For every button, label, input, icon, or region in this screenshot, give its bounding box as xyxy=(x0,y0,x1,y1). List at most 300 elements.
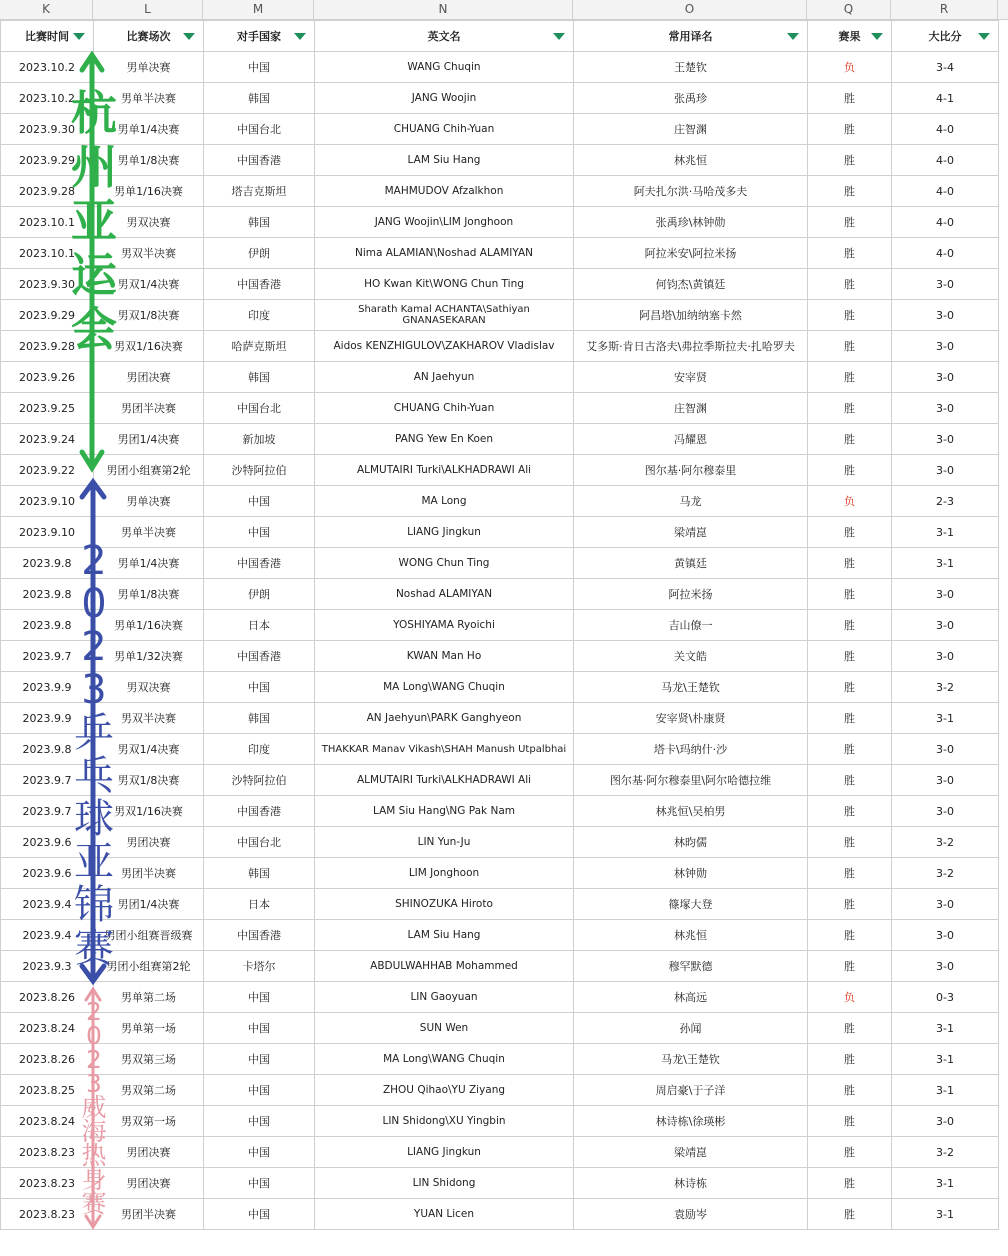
column-letter-l[interactable]: L xyxy=(93,0,203,19)
score-cell[interactable]: 0-3 xyxy=(892,982,999,1013)
chinese-name-cell[interactable]: 阿夫扎尔洪·马哈茂多夫 xyxy=(574,176,808,207)
score-cell[interactable]: 3-0 xyxy=(892,734,999,765)
score-cell[interactable]: 3-1 xyxy=(892,1199,999,1230)
header-label: 大比分 xyxy=(928,30,962,43)
score-cell[interactable]: 3-0 xyxy=(892,455,999,486)
table-row xyxy=(1,827,999,858)
date-cell[interactable]: 2023.8.23 xyxy=(1,1137,94,1168)
opponent-country-cell[interactable]: 中国台北 xyxy=(204,393,315,424)
round-cell[interactable]: 男单1/4决赛 xyxy=(94,114,204,145)
opponent-country-cell[interactable]: 中国 xyxy=(204,486,315,517)
chinese-name-cell[interactable]: 林高远 xyxy=(574,982,808,1013)
opponent-country-cell[interactable]: 中国香港 xyxy=(204,548,315,579)
result-cell[interactable]: 胜 xyxy=(808,579,892,610)
filter-dropdown-icon[interactable] xyxy=(549,28,569,44)
opponent-country-cell[interactable]: 沙特阿拉伯 xyxy=(204,765,315,796)
result-cell[interactable]: 胜 xyxy=(808,83,892,114)
score-cell[interactable]: 3-0 xyxy=(892,579,999,610)
round-cell[interactable]: 男双第三场 xyxy=(94,1044,204,1075)
round-cell[interactable]: 男双1/4决赛 xyxy=(94,269,204,300)
date-cell[interactable]: 2023.9.10 xyxy=(1,486,94,517)
score-cell[interactable]: 3-0 xyxy=(892,424,999,455)
score-cell[interactable]: 3-0 xyxy=(892,362,999,393)
english-name-cell[interactable]: ALMUTAIRI Turki\ALKHADRAWI Ali xyxy=(315,455,574,486)
result-cell[interactable]: 胜 xyxy=(808,176,892,207)
result-cell[interactable]: 胜 xyxy=(808,393,892,424)
chinese-name-cell[interactable]: 黄镇廷 xyxy=(574,548,808,579)
result-cell[interactable]: 胜 xyxy=(808,734,892,765)
score-cell[interactable]: 3-0 xyxy=(892,951,999,982)
result-cell[interactable]: 胜 xyxy=(808,1013,892,1044)
round-cell[interactable]: 男团小组赛第2轮 xyxy=(94,455,204,486)
table-row xyxy=(1,331,999,362)
chinese-name-cell[interactable]: 袁励岑 xyxy=(574,1199,808,1230)
chinese-name-cell[interactable]: 庄智渊 xyxy=(574,114,808,145)
opponent-country-cell[interactable]: 中国 xyxy=(204,1168,315,1199)
score-cell[interactable]: 3-2 xyxy=(892,858,999,889)
chinese-name-cell[interactable]: 阿昌塔\加纳纳塞卡然 xyxy=(574,300,808,331)
opponent-country-cell[interactable]: 伊朗 xyxy=(204,238,315,269)
english-name-cell[interactable]: CHUANG Chih-Yuan xyxy=(315,114,574,145)
chinese-name-cell[interactable]: 林兆恒\吴柏男 xyxy=(574,796,808,827)
english-name-cell[interactable]: HO Kwan Kit\WONG Chun Ting xyxy=(315,269,574,300)
score-cell[interactable]: 3-0 xyxy=(892,796,999,827)
score-cell[interactable]: 2-3 xyxy=(892,486,999,517)
opponent-country-cell[interactable]: 韩国 xyxy=(204,362,315,393)
date-cell[interactable]: 2023.8.24 xyxy=(1,1106,94,1137)
english-name-cell[interactable]: LAM Siu Hang xyxy=(315,145,574,176)
date-cell[interactable]: 2023.9.4 xyxy=(1,920,94,951)
date-cell[interactable]: 2023.9.3 xyxy=(1,951,94,982)
chinese-name-cell[interactable]: 马龙\王楚钦 xyxy=(574,672,808,703)
chinese-name-cell[interactable]: 阿拉米安\阿拉米扬 xyxy=(574,238,808,269)
score-cell[interactable]: 3-1 xyxy=(892,548,999,579)
result-cell[interactable]: 胜 xyxy=(808,1075,892,1106)
result-cell[interactable]: 负 xyxy=(808,982,892,1013)
score-cell[interactable]: 3-2 xyxy=(892,827,999,858)
result-cell[interactable]: 胜 xyxy=(808,300,892,331)
english-name-cell[interactable]: MA Long\WANG Chuqin xyxy=(315,672,574,703)
opponent-country-cell[interactable]: 中国 xyxy=(204,517,315,548)
date-cell[interactable]: 2023.9.9 xyxy=(1,703,94,734)
english-name-cell[interactable]: JANG Woojin xyxy=(315,83,574,114)
round-cell[interactable]: 男团1/4决赛 xyxy=(94,889,204,920)
score-cell[interactable]: 3-0 xyxy=(892,889,999,920)
opponent-country-cell[interactable]: 韩国 xyxy=(204,83,315,114)
filter-dropdown-icon[interactable] xyxy=(290,28,310,44)
english-name-cell[interactable]: ALMUTAIRI Turki\ALKHADRAWI Ali xyxy=(315,765,574,796)
chinese-name-cell[interactable]: 林兆恒 xyxy=(574,920,808,951)
result-cell[interactable]: 负 xyxy=(808,486,892,517)
table-row xyxy=(1,207,999,238)
round-cell[interactable]: 男团决赛 xyxy=(94,827,204,858)
table-row xyxy=(1,796,999,827)
filter-dropdown-icon[interactable] xyxy=(783,28,803,44)
date-cell[interactable]: 2023.8.23 xyxy=(1,1168,94,1199)
score-cell[interactable]: 3-0 xyxy=(892,393,999,424)
table-row xyxy=(1,765,999,796)
round-cell[interactable]: 男双半决赛 xyxy=(94,238,204,269)
filter-dropdown-icon[interactable] xyxy=(974,28,994,44)
english-name-cell[interactable]: KWAN Man Ho xyxy=(315,641,574,672)
english-name-cell[interactable]: LIANG Jingkun xyxy=(315,517,574,548)
result-cell[interactable]: 胜 xyxy=(808,920,892,951)
opponent-country-cell[interactable]: 印度 xyxy=(204,734,315,765)
english-name-cell[interactable]: Nima ALAMIAN\Noshad ALAMIYAN xyxy=(315,238,574,269)
chinese-name-cell[interactable]: 张禹珍 xyxy=(574,83,808,114)
english-name-cell[interactable]: LIN Shidong\XU Yingbin xyxy=(315,1106,574,1137)
english-name-cell[interactable]: Sharath Kamal ACHANTA\Sathiyan GNANASEKARAN xyxy=(315,300,574,331)
date-cell[interactable]: 2023.9.26 xyxy=(1,362,94,393)
opponent-country-cell[interactable]: 沙特阿拉伯 xyxy=(204,455,315,486)
opponent-country-cell[interactable]: 中国香港 xyxy=(204,641,315,672)
round-cell[interactable]: 男双决赛 xyxy=(94,207,204,238)
english-name-cell[interactable]: PANG Yew En Koen xyxy=(315,424,574,455)
score-cell[interactable]: 3-1 xyxy=(892,703,999,734)
score-cell[interactable]: 4-1 xyxy=(892,83,999,114)
column-letter-r[interactable]: R xyxy=(891,0,998,19)
chinese-name-cell[interactable]: 梁靖崑 xyxy=(574,1137,808,1168)
result-cell[interactable]: 胜 xyxy=(808,455,892,486)
english-name-cell[interactable]: LIN Yun-Ju xyxy=(315,827,574,858)
date-cell[interactable]: 2023.9.30 xyxy=(1,269,94,300)
chinese-name-cell[interactable]: 马龙 xyxy=(574,486,808,517)
result-cell[interactable]: 胜 xyxy=(808,207,892,238)
english-name-cell[interactable]: SHINOZUKA Hiroto xyxy=(315,889,574,920)
result-cell[interactable]: 胜 xyxy=(808,331,892,362)
result-cell[interactable]: 胜 xyxy=(808,269,892,300)
opponent-country-cell[interactable]: 中国 xyxy=(204,672,315,703)
result-cell[interactable]: 负 xyxy=(808,52,892,83)
result-cell[interactable]: 胜 xyxy=(808,1168,892,1199)
header-row xyxy=(1,21,999,52)
score-cell[interactable]: 3-4 xyxy=(892,52,999,83)
date-cell[interactable]: 2023.9.10 xyxy=(1,517,94,548)
date-cell[interactable]: 2023.10.1 xyxy=(1,238,94,269)
english-name-cell[interactable]: LIN Shidong xyxy=(315,1168,574,1199)
english-name-cell[interactable]: WANG Chuqin xyxy=(315,52,574,83)
round-cell[interactable]: 男单1/8决赛 xyxy=(94,145,204,176)
opponent-country-cell[interactable]: 韩国 xyxy=(204,703,315,734)
score-cell[interactable]: 4-0 xyxy=(892,176,999,207)
annotation-asian-championships: 2 0 2 3 乒 乓 球 亚 锦 赛 xyxy=(74,538,114,971)
english-name-cell[interactable]: THAKKAR Manav Vikash\SHAH Manush Utpalbhai xyxy=(315,734,574,765)
header-label: 对手国家 xyxy=(237,30,281,43)
result-cell[interactable]: 胜 xyxy=(808,672,892,703)
date-cell[interactable]: 2023.10.2 xyxy=(1,83,94,114)
opponent-country-cell[interactable]: 中国台北 xyxy=(204,114,315,145)
date-cell[interactable]: 2023.9.30 xyxy=(1,114,94,145)
round-cell[interactable]: 男双第二场 xyxy=(94,1075,204,1106)
chinese-name-cell[interactable]: 马龙\王楚钦 xyxy=(574,1044,808,1075)
opponent-country-cell[interactable]: 韩国 xyxy=(204,207,315,238)
score-cell[interactable]: 3-1 xyxy=(892,517,999,548)
opponent-country-cell[interactable]: 中国香港 xyxy=(204,145,315,176)
table-row xyxy=(1,238,999,269)
english-name-cell[interactable]: MA Long\WANG Chuqin xyxy=(315,1044,574,1075)
result-cell[interactable]: 胜 xyxy=(808,703,892,734)
english-name-cell[interactable]: AN Jaehyun xyxy=(315,362,574,393)
opponent-country-cell[interactable]: 印度 xyxy=(204,300,315,331)
round-cell[interactable]: 男双1/4决赛 xyxy=(94,734,204,765)
english-name-cell[interactable]: LAM Siu Hang xyxy=(315,920,574,951)
round-cell[interactable]: 男单第一场 xyxy=(94,1013,204,1044)
filter-dropdown-icon[interactable] xyxy=(69,28,89,44)
round-cell[interactable]: 男双决赛 xyxy=(94,672,204,703)
chinese-name-cell[interactable]: 周启豪\于子洋 xyxy=(574,1075,808,1106)
date-cell[interactable]: 2023.9.29 xyxy=(1,145,94,176)
round-cell[interactable]: 男团半决赛 xyxy=(94,393,204,424)
chinese-name-cell[interactable]: 林兆恒 xyxy=(574,145,808,176)
chinese-name-cell[interactable]: 安宰贤 xyxy=(574,362,808,393)
result-cell[interactable]: 胜 xyxy=(808,548,892,579)
english-name-cell[interactable]: CHUANG Chih-Yuan xyxy=(315,393,574,424)
date-cell[interactable]: 2023.9.7 xyxy=(1,765,94,796)
result-cell[interactable]: 胜 xyxy=(808,858,892,889)
round-cell[interactable]: 男单半决赛 xyxy=(94,83,204,114)
english-name-cell[interactable]: ZHOU Qihao\YU Ziyang xyxy=(315,1075,574,1106)
result-cell[interactable]: 胜 xyxy=(808,610,892,641)
round-cell[interactable]: 男单半决赛 xyxy=(94,517,204,548)
score-cell[interactable]: 3-1 xyxy=(892,1013,999,1044)
header-label: 英文名 xyxy=(427,30,461,43)
opponent-country-cell[interactable]: 中国香港 xyxy=(204,796,315,827)
date-cell[interactable]: 2023.8.26 xyxy=(1,1044,94,1075)
opponent-country-cell[interactable]: 中国台北 xyxy=(204,827,315,858)
score-cell[interactable]: 4-0 xyxy=(892,238,999,269)
round-cell[interactable]: 男双1/8决赛 xyxy=(94,300,204,331)
opponent-country-cell[interactable]: 伊朗 xyxy=(204,579,315,610)
chinese-name-cell[interactable]: 艾多斯·肯日古洛夫\弗拉季斯拉夫·扎哈罗夫 xyxy=(574,331,808,362)
filter-dropdown-icon[interactable] xyxy=(867,28,887,44)
score-cell[interactable]: 3-1 xyxy=(892,1168,999,1199)
round-cell[interactable]: 男单1/32决赛 xyxy=(94,641,204,672)
header-cell xyxy=(204,21,315,52)
chinese-name-cell[interactable]: 张禹珍\林钟勋 xyxy=(574,207,808,238)
date-cell[interactable]: 2023.9.9 xyxy=(1,672,94,703)
round-cell[interactable]: 男单第二场 xyxy=(94,982,204,1013)
date-cell[interactable]: 2023.9.4 xyxy=(1,889,94,920)
score-cell[interactable]: 3-0 xyxy=(892,765,999,796)
date-cell[interactable]: 2023.9.25 xyxy=(1,393,94,424)
column-letter-o[interactable]: O xyxy=(573,0,807,19)
result-cell[interactable]: 胜 xyxy=(808,114,892,145)
chinese-name-cell[interactable]: 梁靖崑 xyxy=(574,517,808,548)
date-cell[interactable]: 2023.8.23 xyxy=(1,1199,94,1230)
chinese-name-cell[interactable]: 关文皓 xyxy=(574,641,808,672)
english-name-cell[interactable]: YOSHIYAMA Ryoichi xyxy=(315,610,574,641)
table-row xyxy=(1,734,999,765)
opponent-country-cell[interactable]: 中国香港 xyxy=(204,269,315,300)
chinese-name-cell[interactable]: 阿拉米扬 xyxy=(574,579,808,610)
score-cell[interactable]: 3-0 xyxy=(892,300,999,331)
column-letter-m[interactable]: M xyxy=(203,0,314,19)
date-cell[interactable]: 2023.9.8 xyxy=(1,579,94,610)
date-cell[interactable]: 2023.8.25 xyxy=(1,1075,94,1106)
chinese-name-cell[interactable]: 林诗栋 xyxy=(574,1168,808,1199)
opponent-country-cell[interactable]: 日本 xyxy=(204,610,315,641)
english-name-cell[interactable]: LIN Gaoyuan xyxy=(315,982,574,1013)
date-cell[interactable]: 2023.9.28 xyxy=(1,176,94,207)
score-cell[interactable]: 3-1 xyxy=(892,1044,999,1075)
chinese-name-cell[interactable]: 冯耀恩 xyxy=(574,424,808,455)
round-cell[interactable]: 男团决赛 xyxy=(94,1168,204,1199)
result-cell[interactable]: 胜 xyxy=(808,1044,892,1075)
english-name-cell[interactable]: LIANG Jingkun xyxy=(315,1137,574,1168)
chinese-name-cell[interactable]: 吉山僚一 xyxy=(574,610,808,641)
score-cell[interactable]: 3-0 xyxy=(892,641,999,672)
match-table xyxy=(0,20,999,1230)
opponent-country-cell[interactable]: 中国 xyxy=(204,1106,315,1137)
opponent-country-cell[interactable]: 中国 xyxy=(204,1137,315,1168)
chinese-name-cell[interactable]: 何钧杰\黄镇廷 xyxy=(574,269,808,300)
chinese-name-cell[interactable]: 图尔基·阿尔穆泰里 xyxy=(574,455,808,486)
date-cell[interactable]: 2023.9.7 xyxy=(1,796,94,827)
english-name-cell[interactable]: LAM Siu Hang\NG Pak Nam xyxy=(315,796,574,827)
opponent-country-cell[interactable]: 哈萨克斯坦 xyxy=(204,331,315,362)
round-cell[interactable]: 男单1/16决赛 xyxy=(94,176,204,207)
round-cell[interactable]: 男团半决赛 xyxy=(94,1199,204,1230)
opponent-country-cell[interactable]: 韩国 xyxy=(204,858,315,889)
column-letter-k[interactable]: K xyxy=(0,0,93,19)
round-cell[interactable]: 男单1/8决赛 xyxy=(94,579,204,610)
english-name-cell[interactable]: SUN Wen xyxy=(315,1013,574,1044)
round-cell[interactable]: 男双第一场 xyxy=(94,1106,204,1137)
opponent-country-cell[interactable]: 中国 xyxy=(204,52,315,83)
round-cell[interactable]: 男团小组赛第2轮 xyxy=(94,951,204,982)
score-cell[interactable]: 3-0 xyxy=(892,269,999,300)
score-cell[interactable]: 3-2 xyxy=(892,672,999,703)
round-cell[interactable]: 男单决赛 xyxy=(94,52,204,83)
opponent-country-cell[interactable]: 新加坡 xyxy=(204,424,315,455)
date-cell[interactable]: 2023.9.22 xyxy=(1,455,94,486)
result-cell[interactable]: 胜 xyxy=(808,889,892,920)
opponent-country-cell[interactable]: 中国 xyxy=(204,1075,315,1106)
round-cell[interactable]: 男双1/16决赛 xyxy=(94,796,204,827)
score-cell[interactable]: 3-0 xyxy=(892,920,999,951)
round-cell[interactable]: 男团半决赛 xyxy=(94,858,204,889)
round-cell[interactable]: 男双1/8决赛 xyxy=(94,765,204,796)
result-cell[interactable]: 胜 xyxy=(808,827,892,858)
chinese-name-cell[interactable]: 图尔基·阿尔穆泰里\阿尔哈德拉维 xyxy=(574,765,808,796)
column-letter-n[interactable]: N xyxy=(314,0,573,19)
score-cell[interactable]: 3-1 xyxy=(892,1075,999,1106)
chinese-name-cell[interactable]: 篠塚大登 xyxy=(574,889,808,920)
result-cell[interactable]: 胜 xyxy=(808,362,892,393)
opponent-country-cell[interactable]: 日本 xyxy=(204,889,315,920)
english-name-cell[interactable]: Aidos KENZHIGULOV\ZAKHAROV Vladislav xyxy=(315,331,574,362)
english-name-cell[interactable]: AN Jaehyun\PARK Ganghyeon xyxy=(315,703,574,734)
round-cell[interactable]: 男单1/16决赛 xyxy=(94,610,204,641)
english-name-cell[interactable]: MA Long xyxy=(315,486,574,517)
chinese-name-cell[interactable]: 孙闻 xyxy=(574,1013,808,1044)
round-cell[interactable]: 男团1/4决赛 xyxy=(94,424,204,455)
result-cell[interactable]: 胜 xyxy=(808,641,892,672)
header-label: 比赛时间 xyxy=(25,30,69,43)
date-cell[interactable]: 2023.9.8 xyxy=(1,610,94,641)
score-cell[interactable]: 4-0 xyxy=(892,114,999,145)
result-cell[interactable]: 胜 xyxy=(808,424,892,455)
score-cell[interactable]: 3-0 xyxy=(892,331,999,362)
date-cell[interactable]: 2023.9.6 xyxy=(1,858,94,889)
round-cell[interactable]: 男双1/16决赛 xyxy=(94,331,204,362)
date-cell[interactable]: 2023.9.29 xyxy=(1,300,94,331)
english-name-cell[interactable]: ABDULWAHHAB Mohammed xyxy=(315,951,574,982)
result-cell[interactable]: 胜 xyxy=(808,951,892,982)
date-cell[interactable]: 2023.8.24 xyxy=(1,1013,94,1044)
score-cell[interactable]: 3-0 xyxy=(892,610,999,641)
opponent-country-cell[interactable]: 塔吉克斯坦 xyxy=(204,176,315,207)
chinese-name-cell[interactable]: 林钟勋 xyxy=(574,858,808,889)
header-cell xyxy=(315,21,574,52)
round-cell[interactable]: 男团小组赛晋级赛 xyxy=(94,920,204,951)
english-name-cell[interactable]: JANG Woojin\LIM Jonghoon xyxy=(315,207,574,238)
date-cell[interactable]: 2023.9.28 xyxy=(1,331,94,362)
result-cell[interactable]: 胜 xyxy=(808,145,892,176)
date-cell[interactable]: 2023.9.7 xyxy=(1,641,94,672)
opponent-country-cell[interactable]: 中国 xyxy=(204,1044,315,1075)
english-name-cell[interactable]: MAHMUDOV Afzalkhon xyxy=(315,176,574,207)
english-name-cell[interactable]: Noshad ALAMIYAN xyxy=(315,579,574,610)
round-cell[interactable]: 男双半决赛 xyxy=(94,703,204,734)
round-cell[interactable]: 男单1/4决赛 xyxy=(94,548,204,579)
table-row xyxy=(1,517,999,548)
chinese-name-cell[interactable]: 林昀儒 xyxy=(574,827,808,858)
date-cell[interactable]: 2023.9.6 xyxy=(1,827,94,858)
filter-dropdown-icon[interactable] xyxy=(179,28,199,44)
chinese-name-cell[interactable]: 安宰贤\朴康贤 xyxy=(574,703,808,734)
column-letter-q[interactable]: Q xyxy=(807,0,891,19)
table-row xyxy=(1,1075,999,1106)
score-cell[interactable]: 4-0 xyxy=(892,145,999,176)
opponent-country-cell[interactable]: 中国香港 xyxy=(204,920,315,951)
result-cell[interactable]: 胜 xyxy=(808,1106,892,1137)
result-cell[interactable]: 胜 xyxy=(808,1137,892,1168)
chinese-name-cell[interactable]: 庄智渊 xyxy=(574,393,808,424)
result-cell[interactable]: 胜 xyxy=(808,517,892,548)
result-cell[interactable]: 胜 xyxy=(808,1199,892,1230)
date-cell[interactable]: 2023.9.8 xyxy=(1,734,94,765)
date-cell[interactable]: 2023.9.24 xyxy=(1,424,94,455)
round-cell[interactable]: 男团决赛 xyxy=(94,1137,204,1168)
english-name-cell[interactable]: YUAN Licen xyxy=(315,1199,574,1230)
english-name-cell[interactable]: WONG Chun Ting xyxy=(315,548,574,579)
score-cell[interactable]: 3-2 xyxy=(892,1137,999,1168)
table-row xyxy=(1,455,999,486)
score-cell[interactable]: 4-0 xyxy=(892,207,999,238)
result-cell[interactable]: 胜 xyxy=(808,238,892,269)
chinese-name-cell[interactable]: 塔卡\玛纳什·沙 xyxy=(574,734,808,765)
chinese-name-cell[interactable]: 穆罕默德 xyxy=(574,951,808,982)
date-cell[interactable]: 2023.9.8 xyxy=(1,548,94,579)
opponent-country-cell[interactable]: 中国 xyxy=(204,982,315,1013)
opponent-country-cell[interactable]: 卡塔尔 xyxy=(204,951,315,982)
result-cell[interactable]: 胜 xyxy=(808,765,892,796)
date-cell[interactable]: 2023.10.1 xyxy=(1,207,94,238)
chinese-name-cell[interactable]: 林诗栋\徐瑛彬 xyxy=(574,1106,808,1137)
chinese-name-cell[interactable]: 王楚钦 xyxy=(574,52,808,83)
english-name-cell[interactable]: LIM Jonghoon xyxy=(315,858,574,889)
opponent-country-cell[interactable]: 中国 xyxy=(204,1199,315,1230)
opponent-country-cell[interactable]: 中国 xyxy=(204,1013,315,1044)
result-cell[interactable]: 胜 xyxy=(808,796,892,827)
table-row xyxy=(1,920,999,951)
date-cell[interactable]: 2023.8.26 xyxy=(1,982,94,1013)
round-cell[interactable]: 男单决赛 xyxy=(94,486,204,517)
date-cell[interactable]: 2023.10.2 xyxy=(1,52,94,83)
round-cell[interactable]: 男团决赛 xyxy=(94,362,204,393)
score-cell[interactable]: 3-0 xyxy=(892,1106,999,1137)
